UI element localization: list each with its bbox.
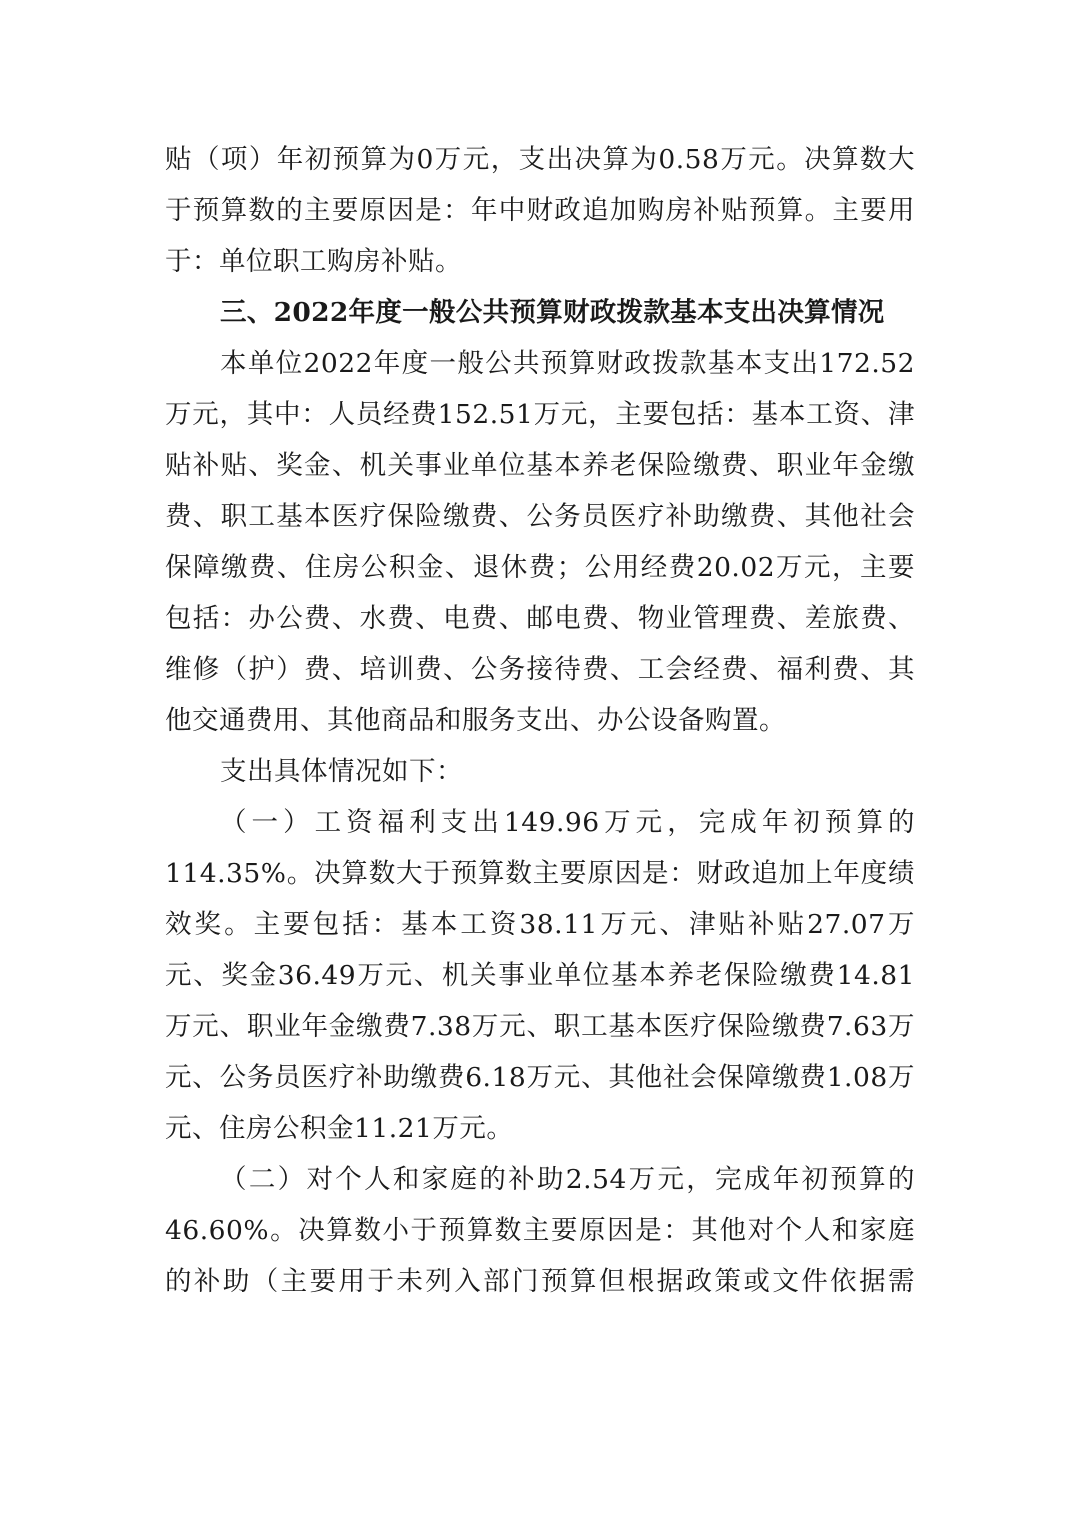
paragraph-individual-family-subsidy: （二）对个人和家庭的补助2.54万元，完成年初预算的46.60%。决算数小于预算数主要原因是：其他对个人和家庭的补助（主要用于未列入部门预算但根据政策或文件依据需 bbox=[165, 1164, 915, 1297]
paragraph-salary-welfare: （一）工资福利支出149.96万元，完成年初预算的114.35%。决算数大于预算数主要原因是：财政追加上年度绩效奖。主要包括：基本工资38.11万元、津贴补贴27.07万元、奖金36.49万元、机关事业单位基本养老保险缴费14.81万元、职业年金缴费7.38万元、职工基本医疗保险缴费7.63万元、公务员医疗补助缴费6.18万元、其他社会保障缴费1.08万元、住房公积金11.21万元。 bbox=[165, 807, 915, 1144]
section-heading-basic-expenditure: 三、2022年度一般公共预算财政拨款基本支出决算情况 bbox=[220, 297, 885, 328]
paragraph-details-intro: 支出具体情况如下： bbox=[220, 756, 463, 787]
paragraph-housing-subsidy: 贴（项）年初预算为0万元，支出决算为0.58万元。决算数大于预算数的主要原因是：年中财政追加购房补贴预算。主要用于：单位职工购房补贴。 bbox=[165, 144, 915, 277]
document-body bbox=[165, 134, 915, 1307]
paragraph-basic-expenditure-summary: 本单位2022年度一般公共预算财政拨款基本支出172.52万元，其中：人员经费152.51万元，主要包括：基本工资、津贴补贴、奖金、机关事业单位基本养老保险缴费、职业年金缴费、职工基本医疗保险缴费、公务员医疗补助缴费、其他社会保障缴费、住房公积金、退休费；公用经费20.02万元，主要包括：办公费、水费、电费、邮电费、物业管理费、差旅费、维修（护）费、培训费、公务接待费、工会经费、福利费、其他交通费用、其他商品和服务支出、办公设备购置。 bbox=[165, 348, 915, 736]
